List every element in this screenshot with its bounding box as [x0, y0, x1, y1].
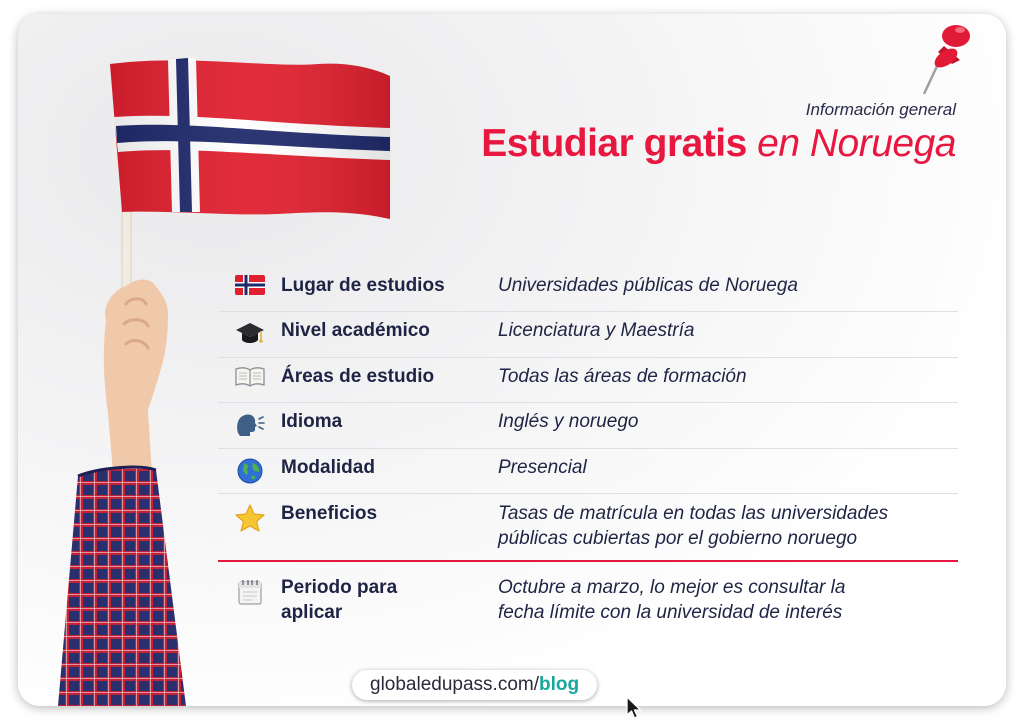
norway-flag-icon [218, 273, 281, 295]
mouse-cursor-icon [625, 696, 643, 720]
row-label-line: aplicar [281, 602, 343, 623]
table-row [218, 494, 958, 562]
graduation-cap-icon [218, 318, 281, 346]
info-table [218, 267, 958, 632]
row-value-line: Octubre a marzo, lo mejor es consultar la [498, 577, 846, 598]
info-card [18, 14, 1006, 706]
table-row [218, 358, 958, 403]
row-label: Beneficios [281, 503, 378, 524]
row-label: Idioma [281, 411, 343, 432]
row-label-line: Periodo para [281, 577, 398, 598]
row-label: Modalidad [281, 457, 375, 478]
star-icon [218, 501, 281, 533]
row-value: Todas las áreas de formación [498, 366, 747, 387]
row-label: Lugar de estudios [281, 275, 445, 296]
table-row [218, 267, 958, 312]
url-path: blog [539, 674, 580, 695]
row-label: Nivel académico [281, 320, 430, 341]
row-value: Presencial [498, 457, 587, 478]
row-value-line: fecha límite con la universidad de interés [498, 602, 843, 623]
row-value [498, 501, 958, 551]
speaking-head-icon [218, 409, 281, 437]
calendar-icon [218, 575, 281, 607]
section-eyebrow: Información general [805, 100, 956, 119]
blog-url-link[interactable] [352, 670, 597, 700]
title-italic: en Noruega [757, 122, 956, 165]
row-value: Licenciatura y Maestría [498, 320, 695, 341]
row-value: Universidades públicas de Noruega [498, 275, 798, 296]
row-label: Áreas de estudio [281, 366, 435, 387]
globe-icon [218, 455, 281, 485]
table-row [218, 312, 958, 358]
row-label [281, 575, 498, 625]
table-row [218, 562, 958, 632]
open-book-icon [218, 364, 281, 388]
url-domain: globaledupass.com/ [370, 674, 539, 695]
table-row [218, 449, 958, 494]
row-value: Inglés y noruego [498, 411, 639, 432]
table-row [218, 403, 958, 449]
pushpin-icon [916, 14, 982, 96]
page-title [481, 122, 956, 166]
title-bold: Estudiar gratis [481, 122, 747, 165]
row-value-line: públicas cubiertas por el gobierno noruego [498, 528, 858, 549]
row-value [498, 575, 958, 625]
row-value-line: Tasas de matrícula en todas las universidades [498, 503, 889, 524]
